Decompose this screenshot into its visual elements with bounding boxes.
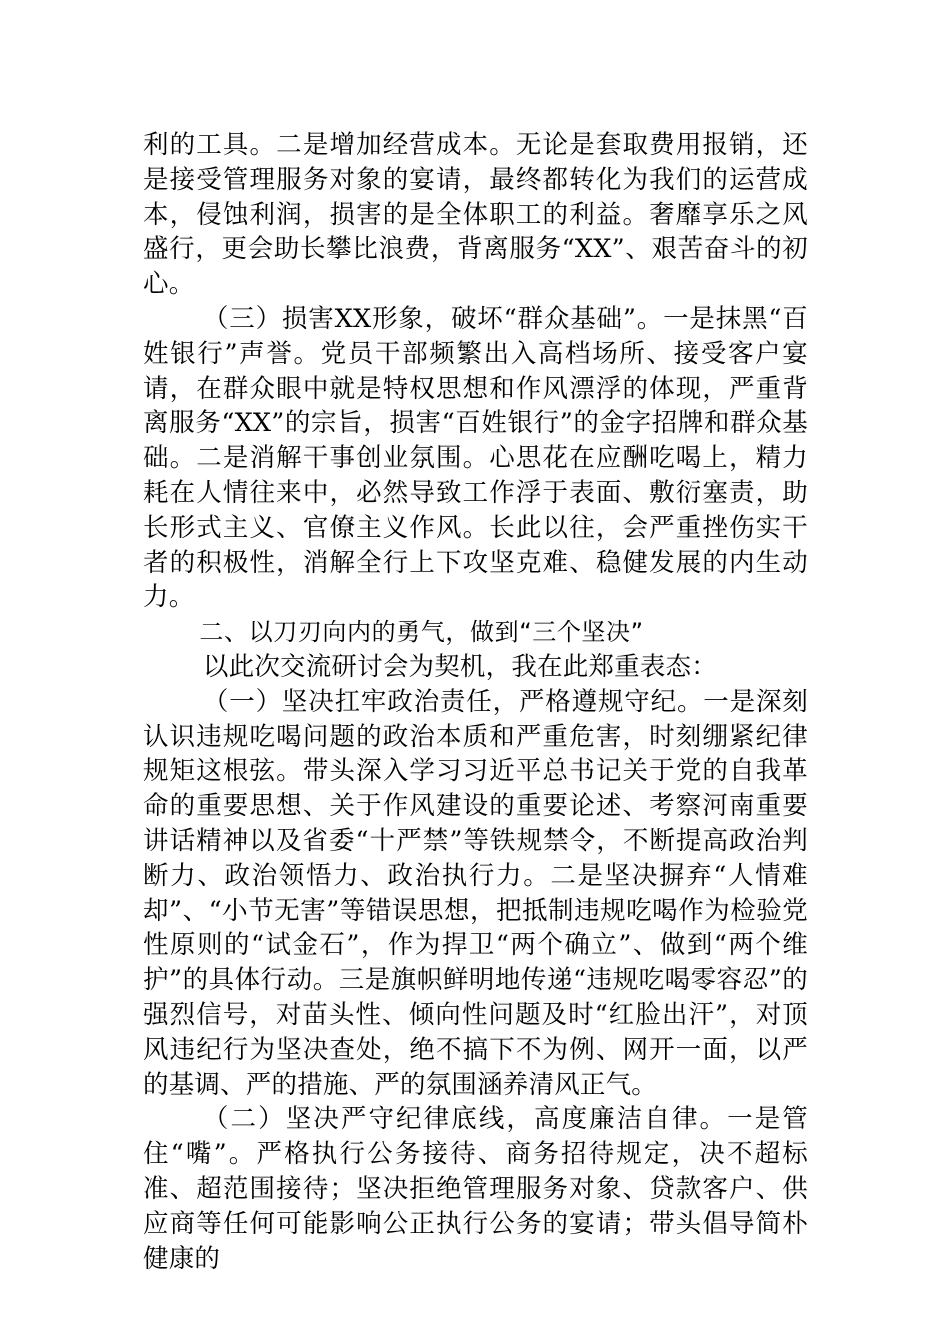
paragraph-point-two: （二）坚决严守纪律底线，高度廉洁自律。一是管住“嘴”。严格执行公务接待、商务招待规定，决不超标准、超范围接待；坚决拒绝管理服务对象、贷款客户、供应商等任何可能影响公正执行公务的宴请；带头倡导简朴健康的 <box>143 1104 808 1274</box>
paragraph-statement-intro: 以此次交流研讨会为契机，我在此郑重表态： <box>202 651 717 682</box>
paragraph-section-three: （三）损害XX形象，破坏“群众基础”。一是抹黑“百姓银行”声誉。党员干部频繁出入高档场所、接受客户宴请，在群众眼中就是特权思想和作风漂浮的体现，严重背离服务“XX”的宗旨，损害“百姓银行”的金字招牌和群众基础。二是消解干事创业氛围。心思花在应酬吃喝上，精力耗在人情往来中，必然导致工作浮于表面、敷衍塞责，助长形式主义、官僚主义作风。长此以往，会严重挫伤实干者的积极性，消解全行上下攻坚克难、稳健发展的内生动力。 <box>143 303 808 613</box>
paragraph-point-one: （一）坚决扛牢政治责任，严格遵规守纪。一是深刻认识违规吃喝问题的政治本质和严重危害，时刻绷紧纪律规矩这根弦。带头深入学习习近平总书记关于党的自我革命的重要思想、关于作风建设的重要论述、考察河南重要讲话精神以及省委“十严禁”等铁规禁令，不断提高政治判断力、政治领悟力、政治执行力。二是坚决摒弃“人情难却”、“小节无害”等错误思想，把抵制违规吃喝作为检验党性原则的“试金石”，作为捍卫“两个确立”、做到“两个维护”的具体行动。三是旗帜鲜明地传递“违规吃喝零容忍”的强烈信号，对苗头性、倾向性问题及时“红脸出汗”，对顶风违纪行为坚决查处，绝不搞下不为例、网开一面，以严的基调、严的措施、严的氛围涵养清风正气。 <box>143 686 808 1100</box>
document-body <box>143 128 808 1276</box>
section-heading: 二、以刀刃向内的勇气，做到“三个坚决” <box>199 618 644 647</box>
paragraph-continuation: 利的工具。二是增加经营成本。无论是套取费用报销，还是接受管理服务对象的宴请，最终都转化为我们的运营成本，侵蚀利润，损害的是全体职工的利益。奢靡享乐之风盛行，更会助长攀比浪费，背离服务“XX”、艰苦奋斗的初心。 <box>143 130 808 300</box>
